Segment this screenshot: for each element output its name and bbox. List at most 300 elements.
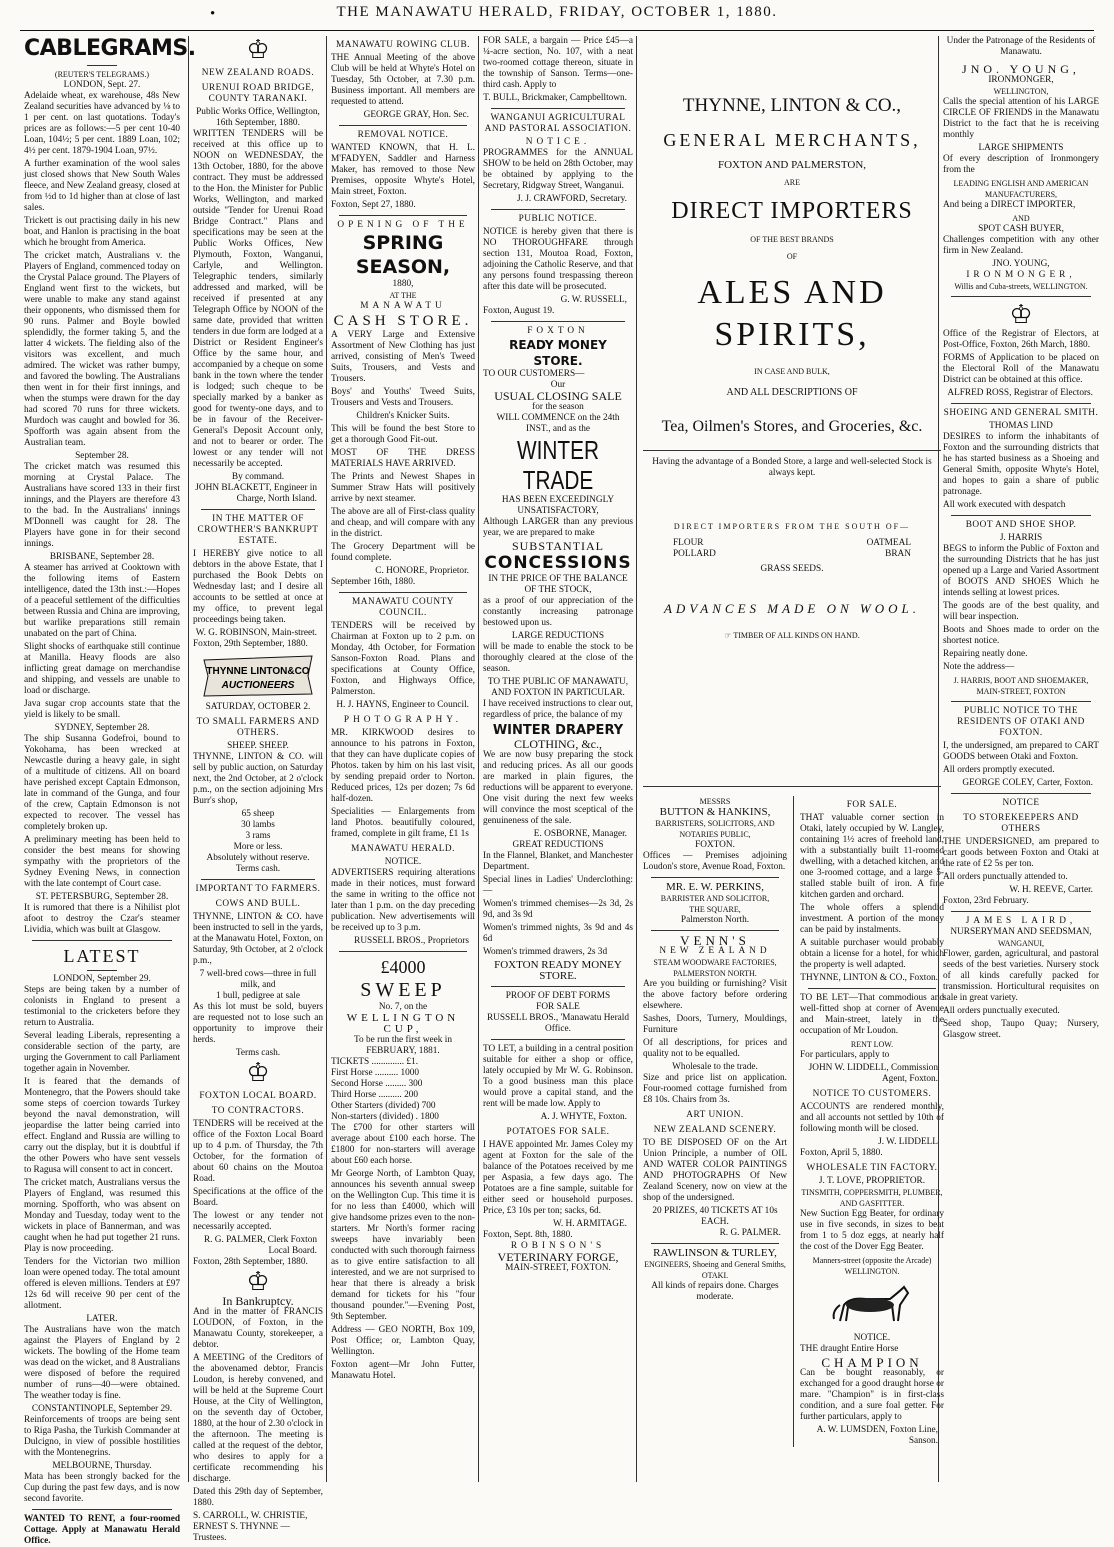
ad-text: Women's trimmed chemises—2s 3d, 2s 9d, and 3s 9d [483, 899, 633, 920]
ad-text: I have received instructions to clear out, regardless of price, the balance of my [483, 699, 633, 720]
ad-text: Offices — Premises adjoining Loudon's store, Avenue Road, Foxton. [643, 851, 787, 872]
column-tradesmen [938, 36, 1103, 1482]
notice-heading: IMPORTANT TO FARMERS. [195, 884, 321, 894]
ad-line: FOXTON AND PALMERSTON, [717, 159, 867, 171]
ad-text: A VERY Large and Extensive Assortment of New Clothing has just arrived, consisting of Men's Tweed Suits, Trousers, and Vests and Trousers. [331, 330, 475, 384]
news-paragraph: A further examination of the wool sales just closed shows that New South Wales fleece, and New Zealand greasy, closed at from ½d to 1d higher than at close of last sales. [24, 159, 180, 213]
notice-heading: COWS AND BULL. [215, 899, 301, 909]
notice-text: A MEETING of the Creditors of the abovenamed debtor, Francis Loudon, is hereby convened, and will be held at the Supreme Court House, at the City of Wellington, on the seventh day of October, 1880, at the hour of 2.30 o'clock in the afternoon. The meeting is called at the request of the debtor, who desires to apply for a certificate recommending his discharge. [193, 1353, 323, 1484]
notice-heading: NOTICE [1002, 798, 1040, 808]
notice-text: PROGRAMMES for the ANNUAL SHOW to be held on 28th October, may be obtained by applying to the Secretary, Ridgway Street, Wanganui. [483, 148, 633, 191]
ad-line: OF [786, 252, 798, 261]
signature: E. OSBORNE, Manager. [533, 829, 627, 839]
crest-icon: ♔ [246, 1267, 270, 1296]
prize-line: Other Starters (divided) 700 [331, 1101, 436, 1111]
notice-text: FORMS of Application to be placed on the Electoral Roll of the Manawatu District can be obtained at this office. [943, 353, 1099, 385]
ad-line: BARRISTERS, SOLICITORS, AND NOTARIES PUBLIC, [655, 819, 775, 839]
cash-store-heading: CASH STORE. [333, 313, 473, 329]
ad-line: WELLINGTON, [993, 87, 1049, 96]
notice-heading: PHOTOGRAPHY. [343, 715, 463, 725]
news-paragraph: Mata has been strongly backed for the Cup during the past few days, and is now second favorite. [24, 1472, 180, 1504]
notice-heading: MANAWATU COUNTY COUNCIL. [351, 597, 455, 618]
signature: JOHN W. LIDDELL, Commission Agent, Foxton. [808, 1063, 938, 1084]
ad-line: for the season [532, 402, 584, 412]
ad-text: I HAVE appointed Mr. James Coley my agent at Foxton for the sale of the balance of the Potatoes received by me per Aspasia, a few days ago. The Potatoes are a fine sample, suitable for either seed or household purposes. Price, £3 10s per ton; sacks, 6d. [483, 1140, 633, 1216]
signature: GEORGE GRAY, Hon. Sec. [363, 110, 469, 120]
signature: GEORGE COLEY, Carter, Foxton. [962, 778, 1093, 788]
news-paragraph: Steps are being taken by a number of colonists in England to present a testimonial to the cricketers before they return to Australia. [24, 985, 180, 1028]
ad-line: WELLINGTON CUP, [346, 1012, 460, 1035]
latest-heading: LATEST [63, 946, 141, 966]
masthead [20, 4, 1094, 31]
ad-line: Under the Patronage of the Residents of Manawatu. [946, 36, 1096, 57]
ad-line: Palmerston North. [680, 915, 750, 925]
notice-heading: BOOT AND SHOE SHOP. [965, 520, 1077, 530]
date-line: Foxton, Sept. 8th, 1880. [483, 1230, 573, 1240]
notice-text: THYNNE, LINTON & CO. have been instructed to sell in the yards, at the Manawatu Hotel, Foxton, on Saturday, 9th October, at 2 o'clock p.m., [193, 912, 323, 966]
product-grass-seeds: GRASS SEEDS. [760, 564, 824, 574]
notice-text: TENDERS will be received by Chairman at Foxton up to 2 p.m. on Monday, 4th October, for Formation Sanson-Foxton Road. Plans and specifications at County Office, Foxton, and Highways Office, Palmerston. [331, 621, 475, 697]
news-paragraph: A preliminary meeting has been held to consider the best means for showing sympathy with the proprietors of the Sydney Evening News, in connection with the late contempt of Court case. [24, 835, 180, 889]
ad-text: Note the address— [943, 662, 1015, 672]
ad-line: 20 PRIZES, 40 TICKETS AT 10s EACH. [652, 1206, 778, 1227]
ad-line: IRONMONGER, [966, 270, 1076, 280]
ad-line: FOXTON READY MONEY STORE. [494, 959, 622, 982]
news-paragraph: The cricket match, Australians versus the Players of England, was resumed this morning. Spofforth, who was absent on Monday and Tuesday, today went to the wickets in place of Bannerman, and was caught when he had put together 21 runs. Play is now proceeding. [24, 1178, 180, 1254]
ad-text: All orders punctually executed. [943, 1006, 1060, 1016]
ad-text: Calls the special attention of his LARGE CIRCLE OF FRIENDS in the Manawatu District to the fact that he is receiving monthly [943, 97, 1099, 140]
news-paragraph: It is feared that the demands of Montenegro, that the Powers should take some steps of coercion towards Turkey beyond the naval demonstration, will jeopardise the latter being carried into effect. England and Russia are willing to carry out the display, but it is doubtful if the other Powers who have sent vessels to Ragusa will consent to act in concert. [24, 1077, 180, 1175]
notice-text: I HEREBY give notice to all debtors in the above Estate, that I purchased the Book Debts on Wednesday last; and I desire all accounts to be settled at once at my office, to prevent legal proceedings being taken. [193, 549, 323, 625]
ad-line: SUBSTANTIAL [511, 539, 605, 553]
ad-line: Wholesale to the trade. [672, 1062, 758, 1072]
signature: W. G. ROBINSON, Main-street. [195, 628, 317, 638]
signature: J. J. CRAWFORD, Secretary. [517, 194, 627, 204]
ad-text: Foxton agent—Mr John Futter, Manawatu Hotel. [331, 1360, 475, 1381]
tea-heading: Tea, Oilmen's Stores, and Groceries, &c. [661, 418, 923, 435]
crest-icon: ♔ [1009, 300, 1033, 329]
notice-text: MR. KIRKWOOD desires to announce to his patrons in Foxton, that they can have duplicate copies of Photos. taken by him on his last visit, by sending prepaid order to Norton. Reduced prices, 12s per dozen; 7s 6d half-dozen. [331, 728, 475, 804]
notice-text: Office of the Registrar of Electors, at Post-Office, Foxton, 26th March, 1880. [943, 329, 1099, 350]
notice-text: THYNNE, LINTON & CO. will sell by public auction, on Saturday next, the 2nd October, at 2 o'clock p.m., on the section adjoining Mrs Burr's shop, [193, 752, 323, 806]
dateline: CONSTANTINOPLE, September 29. [31, 1404, 173, 1414]
ad-text: DESIRES to inform the inhabitants of Foxton and the surrounding districts that he has started business as a Shoeing and General Smith, opposite Whyte's Hotel, and hopes to gain a share of public patronage. [943, 432, 1099, 497]
wanted-ad: WANTED TO RENT, a four-roomed Cottage. Apply at Manawatu Herald Office. [24, 1514, 180, 1546]
notice-heading: REMOVAL NOTICE. [357, 130, 449, 140]
notice-heading: FOR SALE. [846, 800, 898, 810]
ad-line: TO OUR CUSTOMERS— [483, 369, 585, 379]
horse-icon [800, 1281, 944, 1329]
ad-line: DIRECT IMPORTERS FROM THE SOUTH OF— [673, 522, 911, 531]
masthead-bullet: • [210, 6, 217, 22]
signature: W. H. REEVE, Carter. [1009, 885, 1093, 895]
notice-heading: NEW ZEALAND ROADS. [201, 68, 315, 78]
notice-heading: NOTICE TO CUSTOMERS. [812, 1089, 932, 1099]
ad-text: Can be bought reasonably, or exchanged for a good draught horse or mare. "Champion" is in first-class condition, and a sure foal getter. For further particulars, apply to [800, 1368, 944, 1422]
firm-heading: THYNNE, LINTON & CO., [682, 95, 902, 116]
ad-line: IN CASE AND BULK, [754, 367, 830, 376]
ad-text: will be made to enable the stock to be thoroughly cleared at the close of the season. [483, 642, 633, 674]
date-line: September 16th, 1880. [331, 577, 416, 587]
ad-line: JAMES LAIRD, [965, 916, 1077, 926]
ad-line: J. HARRIS [999, 533, 1043, 543]
notice-text: THE Annual Meeting of the above Club will be held at Whyte's Hotel on Tuesday, 5th October, at 7.30 p.m. Business important. All members are requested to attend. [331, 53, 475, 107]
general-merchants-heading: GENERAL MERCHANTS, [663, 130, 921, 150]
ad-line: MESSRS [699, 797, 731, 806]
ad-text: Women's trimmed nights, 3s 9d and 4s 6d [483, 923, 633, 944]
ad-text: All orders promptly executed. [943, 765, 1055, 775]
ad-text: Children's Knicker Suits. [356, 411, 450, 421]
notice-text: SATURDAY, OCTOBER 2. [205, 702, 311, 712]
ad-text: All orders punctually attended to. [943, 872, 1068, 882]
ad-text: Women's trimmed drawers, 2s 3d [483, 947, 608, 957]
ad-line: SPOT CASH BUYER, [978, 224, 1064, 234]
ad-line: STEAM WOODWARE FACTORIES, PALMERSTON NORTH. [653, 958, 777, 978]
signature: RUSSELL BROS., Proprietors [354, 936, 469, 946]
ad-line: WANGANUI, [998, 939, 1044, 948]
date-line: Foxton, 28th September, 1880. [193, 1257, 308, 1267]
news-paragraph: Java sugar crop accounts state that the yield is likely to be small. [24, 699, 180, 720]
signature: R. G. PALMER. [719, 1228, 781, 1238]
notice-heading: FOXTON LOCAL BOARD. [199, 1091, 317, 1101]
source-line: (REUTER'S TELEGRAMS.) [54, 70, 150, 79]
sweep-amount: £4000 [380, 957, 426, 977]
notice-text: Terms cash. [235, 1048, 281, 1058]
ad-text: Having the advantage of a Bonded Store, a large and well-selected Stock is always kept. [652, 457, 932, 478]
notice-heading: NOTICE. [853, 1333, 891, 1343]
news-paragraph: Slight shocks of earthquake still continue at Manilla. Heavy floods are also inflicting great damage on merchandise and shipping, and vessels are unable to load or discharge. [24, 642, 180, 696]
ad-text: Address — GEO NORTH, Box 109, Post Office; or, Lambton Quay, Wellington. [331, 1325, 475, 1357]
ad-text: I, the undersigned, am prepared to CART GOODS between Otaki and Foxton. [943, 741, 1099, 762]
ad-line: LARGE REDUCTIONS [511, 631, 605, 641]
ad-line: BUTTON & HANKINS, [659, 806, 771, 818]
drapery-heading: WINTER DRAPERY [492, 723, 624, 738]
notice-heading: NEW ZEALAND SCENERY. [653, 1125, 777, 1135]
ad-line: VENN'S [680, 933, 750, 948]
ad-text: The Prints and Newest Shapes in Summer Straw Hats will positively arrive by next steamer. [331, 472, 475, 504]
ad-text: Mr George North, of Lambton Quay, announces his seventh annual sweep on the Wellington Cup. This time it is for no less than £4000, which will give handsome prizes even to the non-starters. Mr North's former racing sweeps have invariably been conducted with such thorough fairness as to give entire satisfaction to all interested, and we are not surprised to hear that there is already a brisk demand for tickets for his "four thousand pounder."—Evening Post, 9th September. [331, 1169, 475, 1322]
column-notices [188, 35, 327, 1543]
notice-text: By command. [231, 472, 285, 482]
news-paragraph: It is rumored that there is a Nihilist plot afoot to destroy the Czar's steamer Lividia, which was built at Glasgow. [24, 903, 180, 935]
ad-line: VETERINARY FORGE, [497, 1250, 619, 1264]
signature: J. W. LIDDELL [878, 1137, 938, 1147]
ad-line: No. 7, on the [378, 1002, 428, 1012]
ad-text: Flower, garden, agricultural, and pastoral seeds of the best varieties. Nursery stock of all kinds carefully packed for transmission. Horticultural requisites on sale in great variety. [943, 949, 1099, 1003]
notice-text: TENDERS will be received at the office of the Foxton Local Board up to 4 p.m. of Thursday, the 7th October, for the formation of about 60 chains on the Moutoa Road. [193, 1119, 323, 1184]
news-paragraph: The Australians have won the match against the Players of England by 2 wickets. The bowling of the Home team was dead on the wicket, and 8 Australians were disposed of before the required number of runs—40—were obtained. The weather today is fine. [24, 1325, 180, 1401]
notice-heading: In Bankruptcy. [222, 1294, 294, 1308]
date-line: Foxton, April 5, 1880. [800, 1148, 883, 1158]
ad-line: FOXTON [527, 326, 589, 336]
ad-line: WILL COMMENCE on the 24th INST., and as the [496, 413, 620, 434]
ad-line: MAIN-STREET, FOXTON. [505, 1263, 611, 1273]
notice-heading: TO SMALL FARMERS AND OTHERS. [196, 717, 320, 738]
sweep-heading: SWEEP [360, 979, 446, 1001]
notice-text: Absolutely without reserve. [206, 853, 310, 863]
ad-line: GREAT REDUCTIONS [512, 840, 604, 850]
prize-line: First Horse .......... 1000 [331, 1068, 420, 1078]
lot-item: 1 bull, pedigree at sale [216, 991, 300, 1001]
dateline: LATER. [86, 1314, 118, 1324]
ad-line: NEW ZEALAND [659, 946, 771, 956]
notice-text: WANTED KNOWN, that H. L. M'FADYEN, Saddler and Harness Maker, has removed to those New Premises, opposite Whyte's Hotel, Main street, Foxton. [331, 143, 475, 197]
notice-heading: TO CONTRACTORS. [211, 1106, 305, 1116]
ad-line: MANAWATU [360, 301, 446, 311]
column-cablegrams [24, 36, 196, 1546]
ad-line: THE SQUARE, [689, 905, 741, 914]
signature: ALFRED ROSS, Registrar of Electors. [947, 388, 1093, 398]
ad-text: A suitable purchaser would probably obtain a license for a hotel, for which the property is well adapted. [800, 938, 944, 970]
notice-heading: WANGANUI AGRICULTURAL AND PASTORAL ASSOCIATION. [484, 113, 632, 134]
ad-text: Seed shop, Taupo Quay; Nursery, Glasgow street. [943, 1019, 1099, 1040]
ad-line: OPENING OF THE [337, 220, 469, 230]
ad-line: JNO. YOUNG, [992, 259, 1050, 269]
signature: S. CARROLL, W. CHRISTIE, ERNEST S. THYNNE — Trustees. [193, 1511, 308, 1543]
ad-line: TINSMITH, COPPERSMITH, PLUMBER, AND GASFITTER. [801, 1188, 943, 1208]
ad-line: RUSSELL BROS., 'Manawatu Herald Office. [486, 1013, 630, 1034]
ad-line: NURSERYMAN AND SEEDSMAN, [950, 927, 1092, 937]
ad-text: Of every description of Ironmongery from the [943, 154, 1099, 175]
ad-text: ACCOUNTS are rendered monthly, and all accounts not settled by 10th of following month will be closed. [800, 1102, 944, 1134]
date-line: Foxton, Sept 27, 1880. [331, 200, 416, 210]
ad-line: LARGE SHIPMENTS [978, 143, 1064, 153]
ad-line: ARE [784, 178, 800, 187]
ad-text: All work executed with despatch [943, 500, 1066, 510]
ad-line: Our [550, 380, 566, 390]
news-paragraph: Reinforcements of troops are being sent to Riga Pasha, the Turkish Commander at Dulcigno, in view of possible hostilities with the Montenegrins. [24, 1415, 180, 1458]
ad-text: This will be found the best Store to get a thorough Good Fit-out. [331, 424, 475, 445]
ad-text: as a proof of our appreciation of the constantly increasing patronage bestowed upon us. [483, 596, 633, 628]
crest-icon: ♔ [246, 35, 270, 64]
ad-text: Special lines in Ladies' Underclothing:— [483, 875, 633, 896]
news-paragraph: Several leading Liberals, representing a considerable section of the party, are urging the Government to call Parliament together again in November. [24, 1031, 180, 1074]
dateline: BRISBANE, September 28. [49, 552, 155, 562]
ready-money-heading: READY MONEY STORE. [509, 338, 607, 368]
dateline: LONDON, Sept. 27. [63, 80, 141, 90]
prize-line: Second Horse ......... 300 [331, 1079, 423, 1089]
notice-text: SHEEP. SHEEP. [227, 741, 289, 751]
ad-line: THOMAS LIND [989, 421, 1053, 431]
notice-text: NOTICE. [384, 857, 422, 867]
ad-line: RAWLINSON & TURLEY, [653, 1247, 777, 1259]
spring-season-heading: SPRING SEASON, [355, 232, 451, 278]
ad-line: AND ALL DESCRIPTIONS OF [726, 387, 858, 398]
column-store-ads [478, 36, 637, 1482]
ad-line: USUAL CLOSING SALE [494, 389, 622, 403]
ad-line: J. T. LOVE, PROPRIETOR. [818, 1176, 926, 1186]
ad-text: FOR SALE, a bargain — Price £45—a ¼-acre section, No. 107, with a neat two-roomed cottage thereon, situate in the township of Sanson. Terms—one-third cash. Apply to [483, 36, 633, 90]
product-oatmeal: OATMEAL [866, 538, 911, 548]
signature: A. W. LUMSDEN, Foxton Line, Sanson. [816, 1425, 938, 1446]
product-pollard: POLLARD [673, 549, 716, 559]
ad-line: AT THE [389, 291, 417, 300]
ad-line: BARRISTER AND SOLICITOR, [660, 894, 770, 903]
prize-line: TICKETS .............. £1. [331, 1057, 419, 1067]
dateline: SYDNEY, September 28. [54, 723, 150, 733]
signature: J. HARRIS, BOOT AND SHOEMAKER, MAIN-STREET, FOXTON [953, 676, 1089, 696]
ad-line: IN THE PRICE OF THE BALANCE OF THE STOCK, [488, 574, 628, 595]
ad-text: In the Flannel, Blanket, and Manchester Department. [483, 851, 633, 872]
ad-text: Are you building or furnishing? Visit the above factory before ordering elsewhere. [643, 979, 787, 1011]
ad-line: CLOTHING, &c., [514, 737, 602, 751]
ad-text: The £700 for other starters will average about £100 each horse. The £1800 for non-starters will average about £60 each horse. [331, 1123, 475, 1166]
auctioneers-banner [198, 654, 318, 698]
news-paragraph: The cricket match was resumed this morning at Crystal Palace. The Australians have scored 133 in their first innings, and the Players are therefore 43 to the bad. In the Australians' innings M'Donnell was caught for 28. The Players have gone in for their second innings. [24, 462, 180, 549]
signature: C. HONORE, Proprietor. [375, 566, 469, 576]
champion-heading: CHAMPION [821, 1355, 923, 1370]
notice-text: Specialities — Enlargements from land Photos. beautifully coloured, framed, complete in gilt frame, £1 1s [331, 807, 475, 839]
ad-text: TO BE LET—That commodious and well-fitted shop at corner of Avenue and Main-street, lately in the occupation of Mr Loudon. [800, 993, 944, 1036]
notice-heading: PUBLIC NOTICE. [518, 214, 598, 224]
ad-line: LEADING ENGLISH AND AMERICAN MANUFACTURERS, [953, 179, 1089, 199]
ad-text: TO BE DISPOSED OF on the Art Union Principle, a number of OIL AND WATER COLOR PAINTINGS AND PHOTOGRAPHS Of New Zealand Scenery, now on view at the shop of the undersigned. [643, 1138, 787, 1203]
notice-text: Specifications at the office of the Board. [193, 1187, 323, 1208]
ad-line: Willis and Cuba-streets, WELLINGTON. [954, 282, 1088, 291]
notice-heading: SHOEING AND GENERAL SMITH. [943, 408, 1099, 418]
ad-text: Repairing neatly done. [943, 649, 1028, 659]
ad-text: We are now busy preparing the stock and reducing prices. As all our goods are marked in plain figures, the reductions will be apparent to everyone. One visit during the next few weeks will convince the most sceptical of the genuineness of the sale. [483, 750, 633, 826]
column-advertisements [326, 36, 479, 1482]
ad-text: And being a DIRECT IMPORTER, [943, 200, 1076, 210]
banner-line-2: AUCTIONEERS [221, 680, 295, 691]
direct-importers-heading: DIRECT IMPORTERS [671, 198, 913, 224]
prize-line: Non-starters (divided) . 1800 [331, 1112, 439, 1122]
ad-text: For particulars, apply to [800, 1050, 890, 1060]
news-paragraph: The cricket match, Australians v. the Players of England, commenced today on the Crystal Palace ground. The Players of England went first to the wickets, but were unable to make any stand against their opponents, who dismissed them for 90 runs. Palmer and Boyle bowled splendidly, the former taking 5, and the latter 4 wickets. The fielding also of the visitors was excellent, and much admired. The wicket was rather bumpy, and favored the bowling. The Australians then went in for their first innings, and when the stumps were drawn for the day had scored 70 runs for three wickets. Murdoch was caught and bowled for 36. Spofforth was again absent from the Australian team. [24, 251, 180, 448]
column-merchants [636, 36, 947, 1482]
product-flour: FLOUR [673, 538, 704, 548]
ad-text: Although LARGER than any previous year, we are prepared to make [483, 517, 633, 538]
ad-line: FOR SALE [536, 1002, 580, 1012]
ad-line: ROBINSON'S [510, 1241, 606, 1251]
notice-text: Terms cash. [235, 864, 281, 874]
concessions-heading: CONCESSIONS [484, 553, 632, 573]
masthead-title: THE MANAWATU HERALD, FRIDAY, OCTOBER 1, 1880. [336, 4, 778, 20]
notice-heading: WHOLESALE TIN FACTORY. [806, 1163, 938, 1173]
lot-item: 3 rams [245, 831, 271, 841]
ad-line: ☞ TIMBER OF ALL KINDS ON HAND. [724, 631, 860, 640]
notice-heading: IN THE MATTER OF CROWTHER'S BANKRUPT ESTATE. [197, 514, 319, 546]
ad-text: THE draught Entire Horse [800, 1344, 899, 1354]
notice-heading: POTATOES FOR SALE. [506, 1127, 610, 1137]
notice-text: WRITTEN TENDERS will be received at this office up to NOON on WEDNESDAY, the 13th October, 1880, for the above contract. They must be addressed to the Hon. the Minister for Public Works, Wellington, and marked outside "Tender for Urenui Road Bridge Contract." Plans and specifications may be seen at the Public Works Offices, New Plymouth, Foxton, Wanganui, Carlyle, and Wellington. Telegraphic tenders, similarly addressed and marked, will be received if presented at any Telegraph Office by NOON of the same date, provided that written tenders in due form are lodged at a District or Resident Engineer's Office by the same hour, and accompanied by a cheque on some bank in the town where the tender is lodged; such cheque to be specially marked by a banker as good for twenty-one days, and to be in favour of the Receiver-General's Deposit Account only, and not to bearer or order. The lowest or any tender will not necessarily be accepted. [193, 129, 323, 469]
ad-line: AND [1012, 214, 1030, 223]
ad-text: MOST OF THE DRESS MATERIALS HAVE ARRIVED. [331, 448, 475, 469]
ad-text: Of all descriptions, for prices and quality not to be equalled. [643, 1038, 787, 1059]
notice-heading: MANAWATU HERALD. [351, 844, 455, 854]
notice-heading: ART UNION. [686, 1110, 744, 1120]
notice-text: Public Works Office, Wellington, 16th September, 1880. [196, 107, 320, 128]
notice-heading: NOTICE. [525, 137, 591, 147]
notice-heading: URENUI ROAD BRIDGE, COUNTY TARANAKI. [201, 83, 315, 104]
signature: THYNNE, LINTON & CO., Foxton. [800, 973, 938, 983]
ad-line: ENGINEERS, Shoeing and General Smiths, OTAKI. [644, 1260, 786, 1280]
signature: JOHN BLACKETT, Engineer in Charge, North Island. [195, 483, 317, 504]
notice-text: As this lot must be sold, buyers are requested not to lose such an opportunity to improve their herds. [193, 1002, 323, 1045]
prize-line: Third Horse .......... 200 [331, 1090, 419, 1100]
ad-text: TO LET, a building in a central position suitable for either a shop or office, lately occupied by Mr W. G. Robinson. To a good business man this place would prove a capital stand, and the rent will be made low. Apply to [483, 1044, 633, 1109]
ad-line: IRONMONGER, [988, 75, 1054, 85]
ad-line: MR. E. W. PERKINS, [665, 881, 765, 893]
ad-text: The goods are of the best quality, and will bear inspection. [943, 601, 1099, 622]
notice-text: And in the matter of FRANCIS LOUDON, of Foxton, in the Manawatu County, storekeeper, a debtor. [193, 1307, 323, 1350]
ad-text: THE UNDERSIGNED, am prepared to cart goods between Foxton and Otaki at the rate of £2 5s per ton. [943, 837, 1099, 869]
ad-line: All kinds of repairs done. Charges moderate. [651, 1281, 779, 1302]
notice-text: ADVERTISERS requiring alterations made in their notices, must forward the same in writing to the office not later than 1 p.m. on the day preceding publication. New advertisements will be received up to 3 p.m. [331, 868, 475, 933]
notice-heading: MANAWATU ROWING CLUB. [336, 40, 470, 50]
ad-text: Challenges competition with any other firm in New Zealand. [943, 235, 1099, 256]
notice-text: Dated this 29th day of September, 1880. [193, 1487, 323, 1508]
dateline: MELBOURNE, Thursday. [52, 1461, 152, 1471]
ad-line: TO THE PUBLIC OF MANAWATU, AND FOXTON IN PARTICULAR. [487, 677, 629, 698]
ad-line: Manners-street (opposite the Arcade) WELLINGTON. [812, 1256, 932, 1276]
ad-line: FOXTON. [695, 840, 735, 850]
advances-heading: ADVANCES MADE ON WOOL. [663, 601, 921, 616]
ad-text: The above are all of First-class quality and cheap, and will compare with any in the district. [331, 507, 475, 539]
lot-item: 7 well-bred cows—three in full milk, and [199, 969, 317, 990]
lot-item: 65 sheep [241, 809, 275, 819]
date-line: Foxton, August 19. [483, 306, 555, 316]
ad-line: 1880, [392, 279, 414, 289]
subcolumn-left [643, 796, 787, 1303]
notice-heading: PUBLIC NOTICE TO THE RESIDENTS OF OTAKI AND FOXTON. [957, 706, 1085, 738]
ad-line: PROOF OF DEBT FORMS [505, 991, 611, 1001]
dateline: LONDON, September 29. [53, 974, 151, 984]
signature: R. G. PALMER, Clerk Foxton Local Board. [203, 1235, 317, 1256]
banner-line-1: THYNNE LINTON&CO [206, 666, 310, 677]
ad-line: To be run the first week in FEBRUARY, 1881. [354, 1035, 452, 1056]
news-paragraph: The ship Susanna Godefroi, bound to Yokohama, has been wrecked at Newcastle during a heavy gale, in sight of a multitude of citizens. All on board have perished except Captain Edmonson, late in command of the Gunga, and four of the crew, Captain Edmonson is not expected to recover. The vessel has completely broken up. [24, 734, 180, 832]
cablegrams-heading: CABLEGRAMS. [24, 36, 196, 61]
ad-text: Boys' and Youths' Tweed Suits, Trousers and Vests and Trousers. [331, 387, 475, 408]
dateline: September 28. [75, 451, 129, 461]
news-paragraph: Tenders for the Victorian two million loan were opened today. The total amount offered is eleven millions. Tenders at £97 12s 6d will receive 90 per cent of the allotment. [24, 1257, 180, 1311]
ad-line: JNO. YOUNG, [962, 62, 1080, 76]
ad-text: Boots and Shoes made to order on the shortest notice. [943, 625, 1099, 646]
ad-text: THAT valuable corner section in Otaki, lately occupied by W. Langley, containing 1½ acres of freehold land, with a substantially built 11-roomed dwelling, with a detached kitchen, and one 3-roomed cottage, and a large 5-stalled stable built of iron. A fine kitchen garden and orchard. [800, 813, 944, 900]
ad-text: New Suction Egg Beater, for ordinary use in five seconds, in sizes to beat from 1 to 5 doz eggs, at nearly half the cost of the Dover Egg Beater. [800, 1209, 944, 1252]
signature: A. J. WHYTE, Foxton. [540, 1112, 627, 1122]
subcolumn-right [793, 796, 944, 1447]
date-line: Foxton, 29th September, 1880. [193, 639, 308, 649]
signature: W. H. ARMITAGE. [552, 1219, 627, 1229]
crest-icon: ♔ [246, 1058, 270, 1087]
news-paragraph: Adelaide wheat, ex warehouse, 48s New Zealand securities have advanced by ⅛ to 1 per cent. on last quotations. Today's prices are as follows:—5 per cent 10-40 Loan, 104½; 5 per cent. 1889 Loan, 102; 4½ per cent. 1879-1904 Loan, 97½. [24, 91, 180, 156]
notice-text: The lowest or any tender not necessarily accepted. [193, 1211, 323, 1232]
ad-text: BEGS to inform the Public of Foxton and the surrounding Districts that he has just opened up a Large and Varied Assortment of BOOTS AND SHOES Which he intends selling at lowest prices. [943, 544, 1099, 598]
dateline: ST. PETERSBURG, September 28. [35, 892, 169, 902]
news-paragraph: Trickett is out practising daily in his new boat, and Hanlon is practising in the boat which he brought from America. [24, 216, 180, 248]
date-line: Foxton, 23rd February. [943, 896, 1029, 906]
signature: T. BULL, Brickmaker, Campbelltown. [483, 93, 627, 103]
notice-text: NOTICE is hereby given that there is NO THOROUGHFARE through section 131, Moutoa Road, Foxton, adjoining the Catholic Reserve, and that any persons found trespassing thereon after this date will be prosecuted. [483, 227, 633, 292]
ad-text: Size and price list on application. Four-roomed cottage furnished from £8 10s. Chairs from 3s. [643, 1073, 787, 1105]
news-paragraph: A steamer has arrived at Cooktown with the following items of Eastern intelligence, dated the 13th inst.:—Hopes of a peaceful settlement of the difficulties between Russia and China are improving, but warlike preparations still remain unabated on the part of China. [24, 563, 180, 639]
signature: G. W. RUSSELL, [560, 295, 627, 305]
ad-text: Sashes, Doors, Turnery, Mouldings, Furniture [643, 1014, 787, 1035]
product-bran: BRAN [885, 549, 911, 559]
ad-line: RENT LOW. [850, 1040, 894, 1049]
ad-text: The whole offers a splendid investment. A portion of the money can be paid by instalments. [800, 903, 944, 935]
winter-trade-heading: WINTER TRADE [516, 435, 600, 495]
signature: H. J. HAYNS, Engineer to Council. [336, 700, 469, 710]
notice-heading: TO STOREKEEPERS AND OTHERS [963, 813, 1079, 834]
ad-line: OF THE BEST BRANDS [750, 235, 834, 244]
ales-spirits-heading: ALES AND SPIRITS, [697, 274, 887, 353]
lot-item: 30 lambs [241, 820, 275, 830]
ad-text: The Grocery Department will be found complete. [331, 542, 475, 563]
